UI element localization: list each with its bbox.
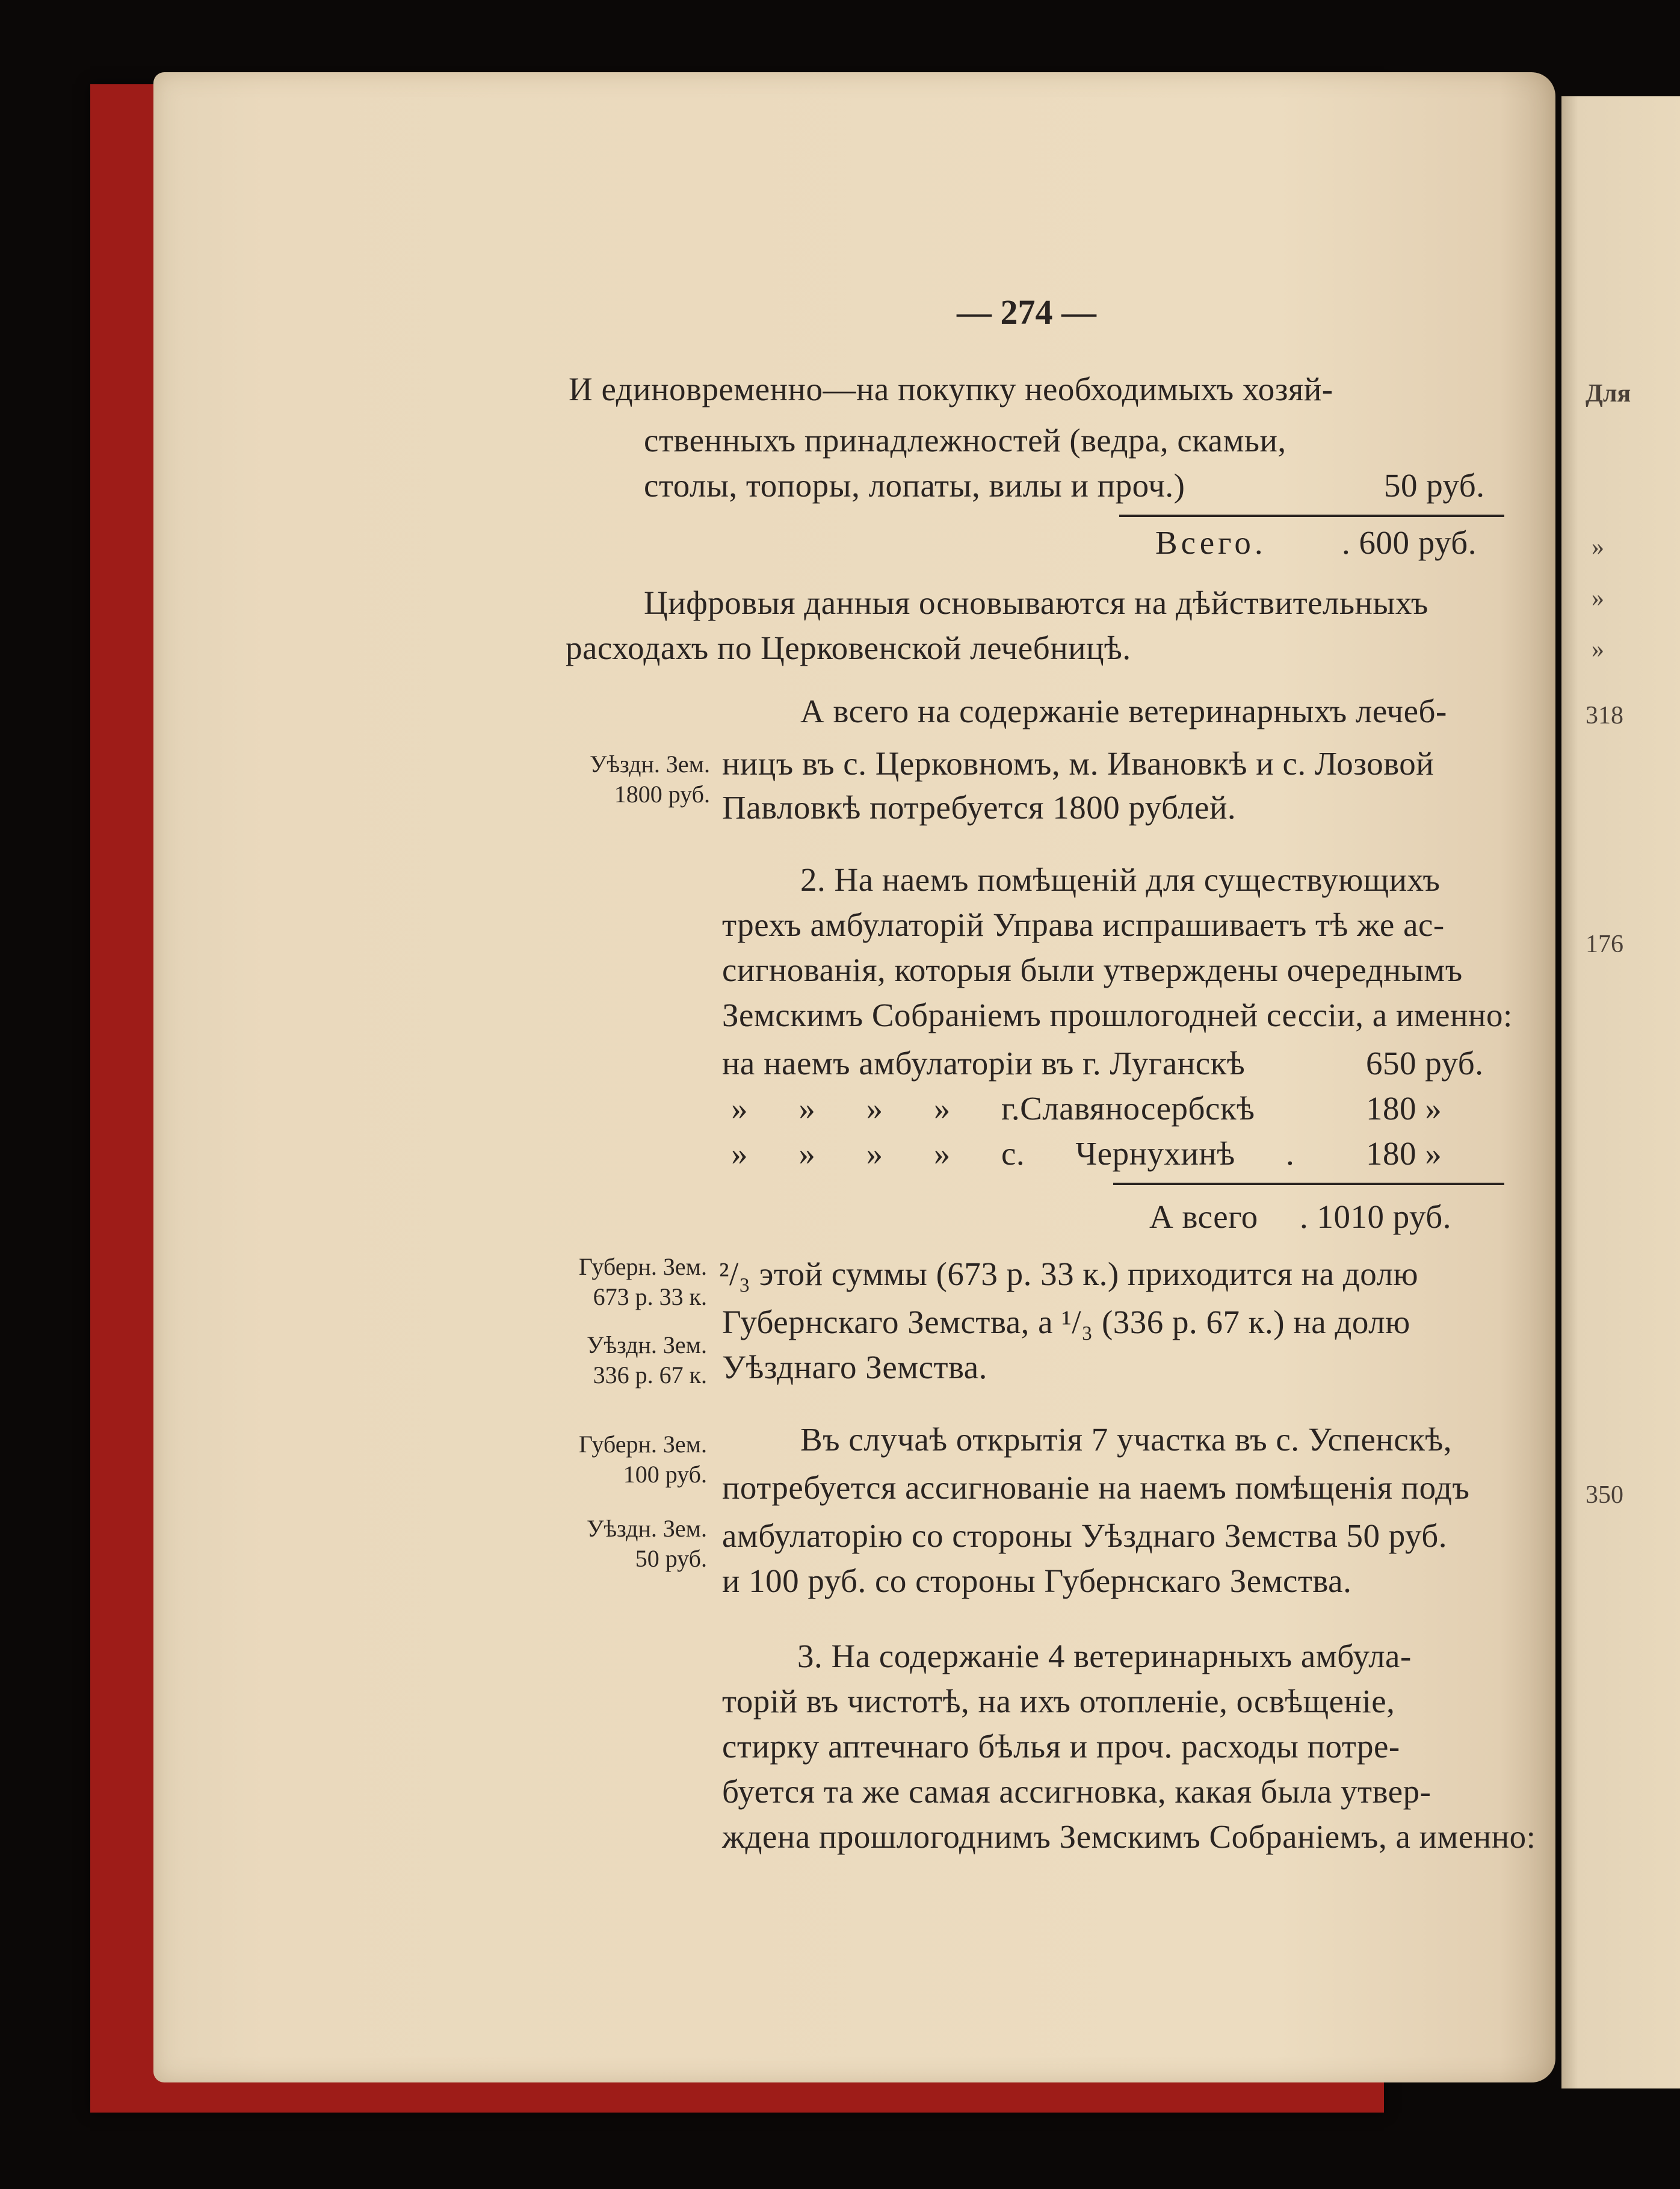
facing-page-fragment: 350 [1586, 1481, 1623, 1509]
text-line: буется та же самая ассигновка, какая была утвер- [722, 1773, 1431, 1810]
facing-page [1561, 96, 1680, 2088]
total-label: А всего [1149, 1198, 1258, 1235]
table-row-amount: 180 » [1366, 1135, 1442, 1172]
text-line: амбулаторію со стороны Уѣзднаго Земства 50 руб. [722, 1517, 1448, 1554]
text-line: ²/₃ этой суммы (673 р. 33 к.) приходится на долю [719, 1256, 1419, 1292]
text-line: торій въ чистотѣ, на ихъ отопленіе, освѣщеніе, [722, 1683, 1395, 1720]
text-line: 3. На содержаніе 4 ветеринарныхъ амбула- [797, 1638, 1412, 1674]
margin-note [563, 1429, 707, 1490]
text-line: Въ случаѣ открытія 7 участка въ с. Успенскѣ, [800, 1421, 1453, 1458]
margin-note-line: 1800 руб. [614, 781, 710, 808]
text-line: сигнованія, которыя были утверждены очереднымъ [722, 952, 1463, 988]
margin-note-line: Уѣздн. Зем. [590, 751, 710, 778]
table-row-amount: 180 » [1366, 1090, 1442, 1127]
margin-note [566, 749, 710, 810]
table-row-amount: 650 руб. [1366, 1045, 1484, 1082]
margin-note-line: Уѣздн. Зем. [587, 1515, 707, 1542]
margin-note [563, 1252, 707, 1312]
text-line: ственныхъ принадлежностей (ведра, скамьи, [644, 422, 1286, 459]
facing-page-fragment: » [1592, 584, 1604, 612]
facing-page-fragment: 318 [1586, 702, 1623, 729]
text-line: расходахъ по Церковенской лечебницѣ. [566, 630, 1131, 666]
table-row-label: » » » » г.Славяносербскѣ [731, 1090, 1255, 1127]
total-amount: . 600 руб. [1342, 524, 1477, 561]
facing-page-fragment: » [1592, 636, 1604, 663]
text-line: Уѣзднаго Земства. [722, 1349, 987, 1386]
text-line: А всего на содержаніе ветеринарныхъ лечеб- [800, 693, 1447, 729]
margin-note [563, 1514, 707, 1574]
text-line: Павловкѣ потребуется 1800 рублей. [722, 789, 1237, 826]
margin-note-line: 336 р. 67 к. [593, 1361, 707, 1389]
text-line: Земскимъ Собраніемъ прошлогодней сессіи, а именно: [722, 997, 1513, 1033]
total-amount: . 1010 руб. [1300, 1198, 1452, 1235]
total-label: Всего. [1155, 524, 1267, 561]
text-line: потребуется ассигнованіе на наемъ помѣщенія подъ [722, 1469, 1470, 1506]
margin-note-line: Губерн. Зем. [578, 1431, 707, 1458]
margin-note [563, 1330, 707, 1390]
text-line: И единовременно—на покупку необходимыхъ хозяй- [569, 371, 1333, 407]
text-line: стирку аптечнаго бѣлья и проч. расходы потре- [722, 1728, 1400, 1765]
table-row-label: » » » » с. Чернухинѣ . [731, 1135, 1295, 1172]
margin-note-line: 673 р. 33 к. [593, 1283, 707, 1310]
text-line: трехъ амбулаторій Управа испрашиваетъ тѣ же ас- [722, 906, 1445, 943]
page-number: — 274 — [957, 293, 1096, 332]
facing-page-fragment: 176 [1586, 930, 1623, 958]
sum-rule [1119, 515, 1504, 517]
text-line: ницъ въ с. Церковномъ, м. Ивановкѣ и с. Лозовой [722, 745, 1434, 782]
table-row-label: на наемъ амбулаторіи въ г. Луганскѣ [722, 1045, 1246, 1082]
facing-page-fragment: » [1592, 533, 1604, 561]
margin-note-line: 50 руб. [635, 1545, 707, 1572]
text-line: столы, топоры, лопаты, вилы и проч.) [644, 467, 1185, 504]
margin-note-line: Уѣздн. Зем. [587, 1331, 707, 1358]
amount: 50 руб. [1384, 467, 1485, 504]
margin-note-line: 100 руб. [623, 1461, 707, 1488]
text-line: ждена прошлогоднимъ Земскимъ Собраніемъ, а именно: [722, 1818, 1536, 1855]
margin-note-line: Губерн. Зем. [578, 1253, 707, 1280]
text-line: Цифровыя данныя основываются на дѣйствительныхъ [644, 584, 1428, 621]
facing-page-fragment: Для [1586, 380, 1631, 407]
text-line: Губернскаго Земства, а ¹/₃ (336 р. 67 к.) на долю [722, 1304, 1410, 1340]
text-line: и 100 руб. со стороны Губернскаго Земства. [722, 1562, 1352, 1599]
sum-rule [1113, 1183, 1504, 1185]
text-line: 2. На наемъ помѣщеній для существующихъ [800, 861, 1441, 898]
